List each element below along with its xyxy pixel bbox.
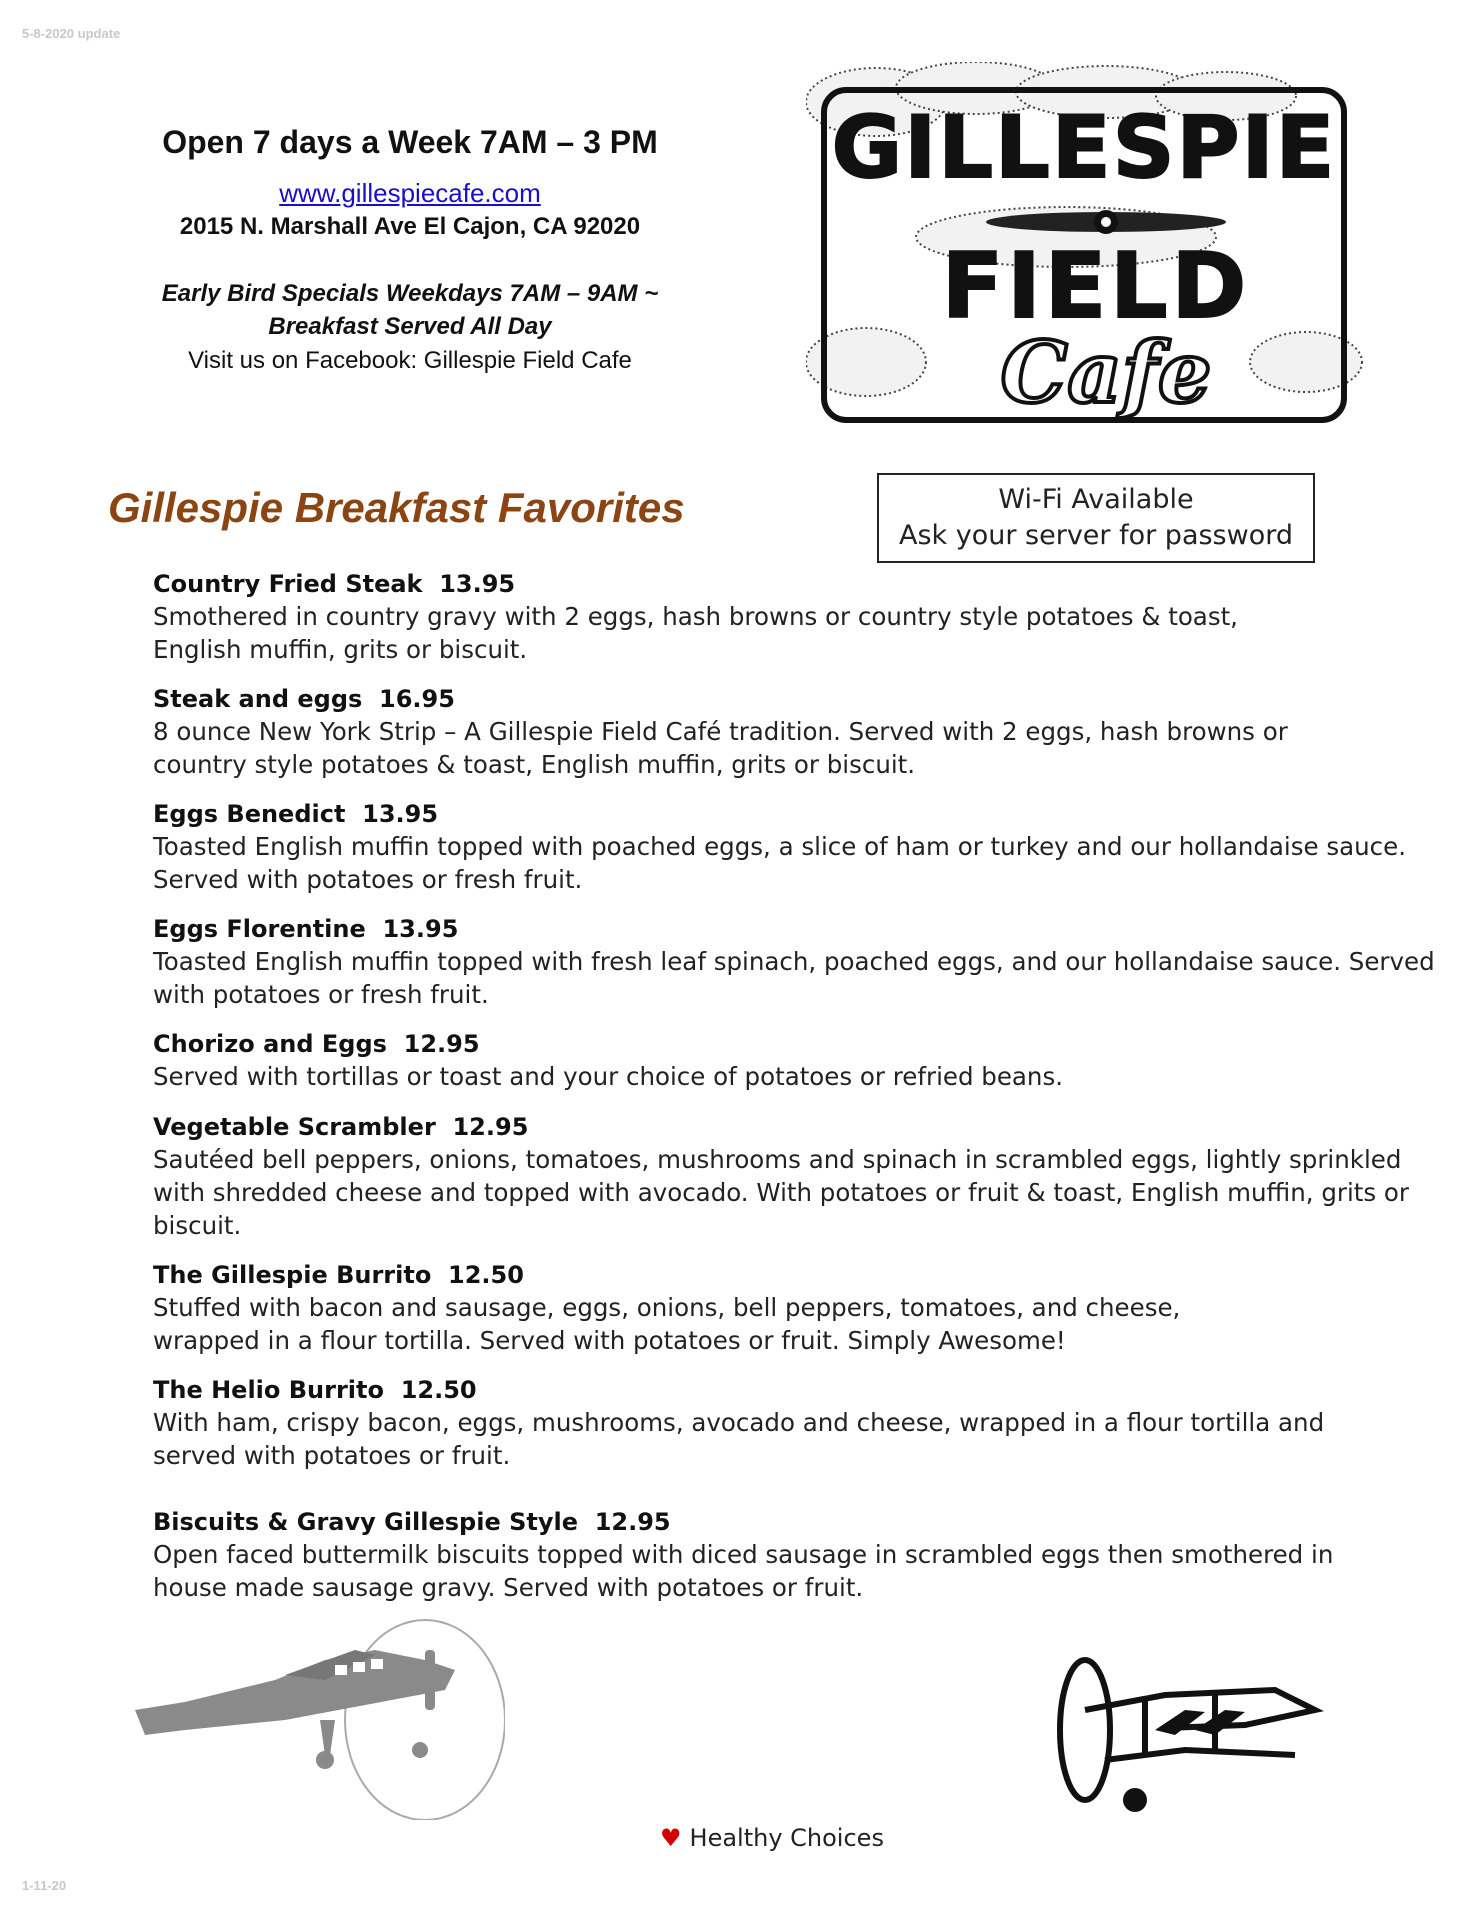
menu-item-title: The Helio Burrito 12.50 — [153, 1376, 477, 1404]
hours-heading: Open 7 days a Week 7AM – 3 PM — [162, 124, 658, 160]
menu-item — [153, 683, 1423, 781]
logo-line-gillespie: GILLESPIE — [831, 98, 1337, 198]
wifi-line-1: Wi-Fi Available — [998, 484, 1194, 515]
menu-item-title: Country Fried Steak 13.95 — [153, 570, 516, 598]
facebook-text: Visit us on Facebook: Gillespie Field Cafe — [188, 347, 632, 374]
website-link[interactable]: www.gillespiecafe.com — [279, 178, 541, 208]
menu-item-desc: Served with tortillas or toast and your choice of potatoes or refried beans. — [153, 1062, 1064, 1091]
menu-item-title: Chorizo and Eggs 12.95 — [153, 1030, 480, 1058]
menu-item — [153, 798, 1423, 896]
section-title: Gillespie Breakfast Favorites — [108, 484, 685, 531]
wifi-notice-box — [877, 473, 1315, 563]
gillespie-field-cafe-logo — [806, 62, 1366, 472]
logo-line-field: FIELD — [941, 234, 1251, 339]
update-note: 5-8-2020 update — [22, 26, 121, 41]
menu-item-desc: Open faced buttermilk biscuits topped with diced sausage in scrambled eggs then smothered in house made sausage gravy. Served with potatoes or fruit. — [153, 1540, 1334, 1602]
menu-item-desc: Sautéed bell peppers, onions, tomatoes, mushrooms and spinach in scrambled eggs, lightly sprinkled with shredded cheese and topped with avocado. With potatoes or fruit & toast, English muffin, grits or biscuit. — [153, 1145, 1409, 1240]
menu-item-desc: Stuffed with bacon and sausage, eggs, onions, bell peppers, tomatoes, and cheese, wrapped in a flour tortilla. Served with potatoes or fruit. Simply Awesome! — [153, 1293, 1181, 1355]
wifi-line-2: Ask your server for password — [899, 520, 1293, 551]
grey-airplane-illustration — [125, 1610, 505, 1820]
menu-item — [153, 1374, 1423, 1472]
menu-item-title: Biscuits & Gravy Gillespie Style 12.95 — [153, 1508, 671, 1536]
menu-item-desc: 8 ounce New York Strip – A Gillespie Field Café tradition. Served with 2 eggs, hash browns or country style potatoes & toast, English muffin, grits or biscuit. — [153, 717, 1288, 779]
address-text: 2015 N. Marshall Ave El Cajon, CA 92020 — [179, 213, 641, 240]
menu-item-title: Eggs Benedict 13.95 — [153, 800, 439, 828]
early-bird-text: Early Bird Specials Weekdays 7AM – 9AM ~ — [161, 280, 659, 307]
logo-line-cafe: Cafe — [1000, 323, 1212, 422]
menu-item-title: Eggs Florentine 13.95 — [153, 915, 459, 943]
menu-item-title: Vegetable Scrambler 12.95 — [153, 1113, 529, 1141]
legend-label: Healthy Choices — [689, 1824, 884, 1852]
menu-item-desc: Smothered in country gravy with 2 eggs, hash browns or country style potatoes & toast, English muffin, grits or biscuit. — [153, 602, 1238, 664]
menu-item-title: The Gillespie Burrito 12.50 — [153, 1261, 524, 1289]
menu-item — [153, 1506, 1423, 1604]
all-day-text: Breakfast Served All Day — [268, 313, 552, 340]
menu-item — [153, 568, 1423, 666]
footer-date: 1-11-20 — [22, 1878, 67, 1893]
menu-item-desc: With ham, crispy bacon, eggs, mushrooms, avocado and cheese, wrapped in a flour tortilla and served with potatoes or fruit. — [153, 1408, 1325, 1470]
menu-item — [153, 1111, 1423, 1242]
menu-item-desc: Toasted English muffin topped with fresh leaf spinach, poached eggs, and our hollandaise sauce. Served with potatoes or fresh fruit. — [153, 947, 1435, 1009]
healthy-choices-legend — [660, 1824, 884, 1852]
heart-icon: ♥ — [660, 1824, 682, 1852]
menu-item — [153, 1259, 1423, 1357]
menu-item — [153, 913, 1435, 1011]
menu-item-title: Steak and eggs 16.95 — [153, 685, 455, 713]
biplane-illustration — [1045, 1650, 1325, 1820]
menu-item-desc: Toasted English muffin topped with poached eggs, a slice of ham or turkey and our hollandaise sauce. Served with potatoes or fresh fruit. — [153, 832, 1407, 894]
menu-item — [153, 1028, 1423, 1093]
